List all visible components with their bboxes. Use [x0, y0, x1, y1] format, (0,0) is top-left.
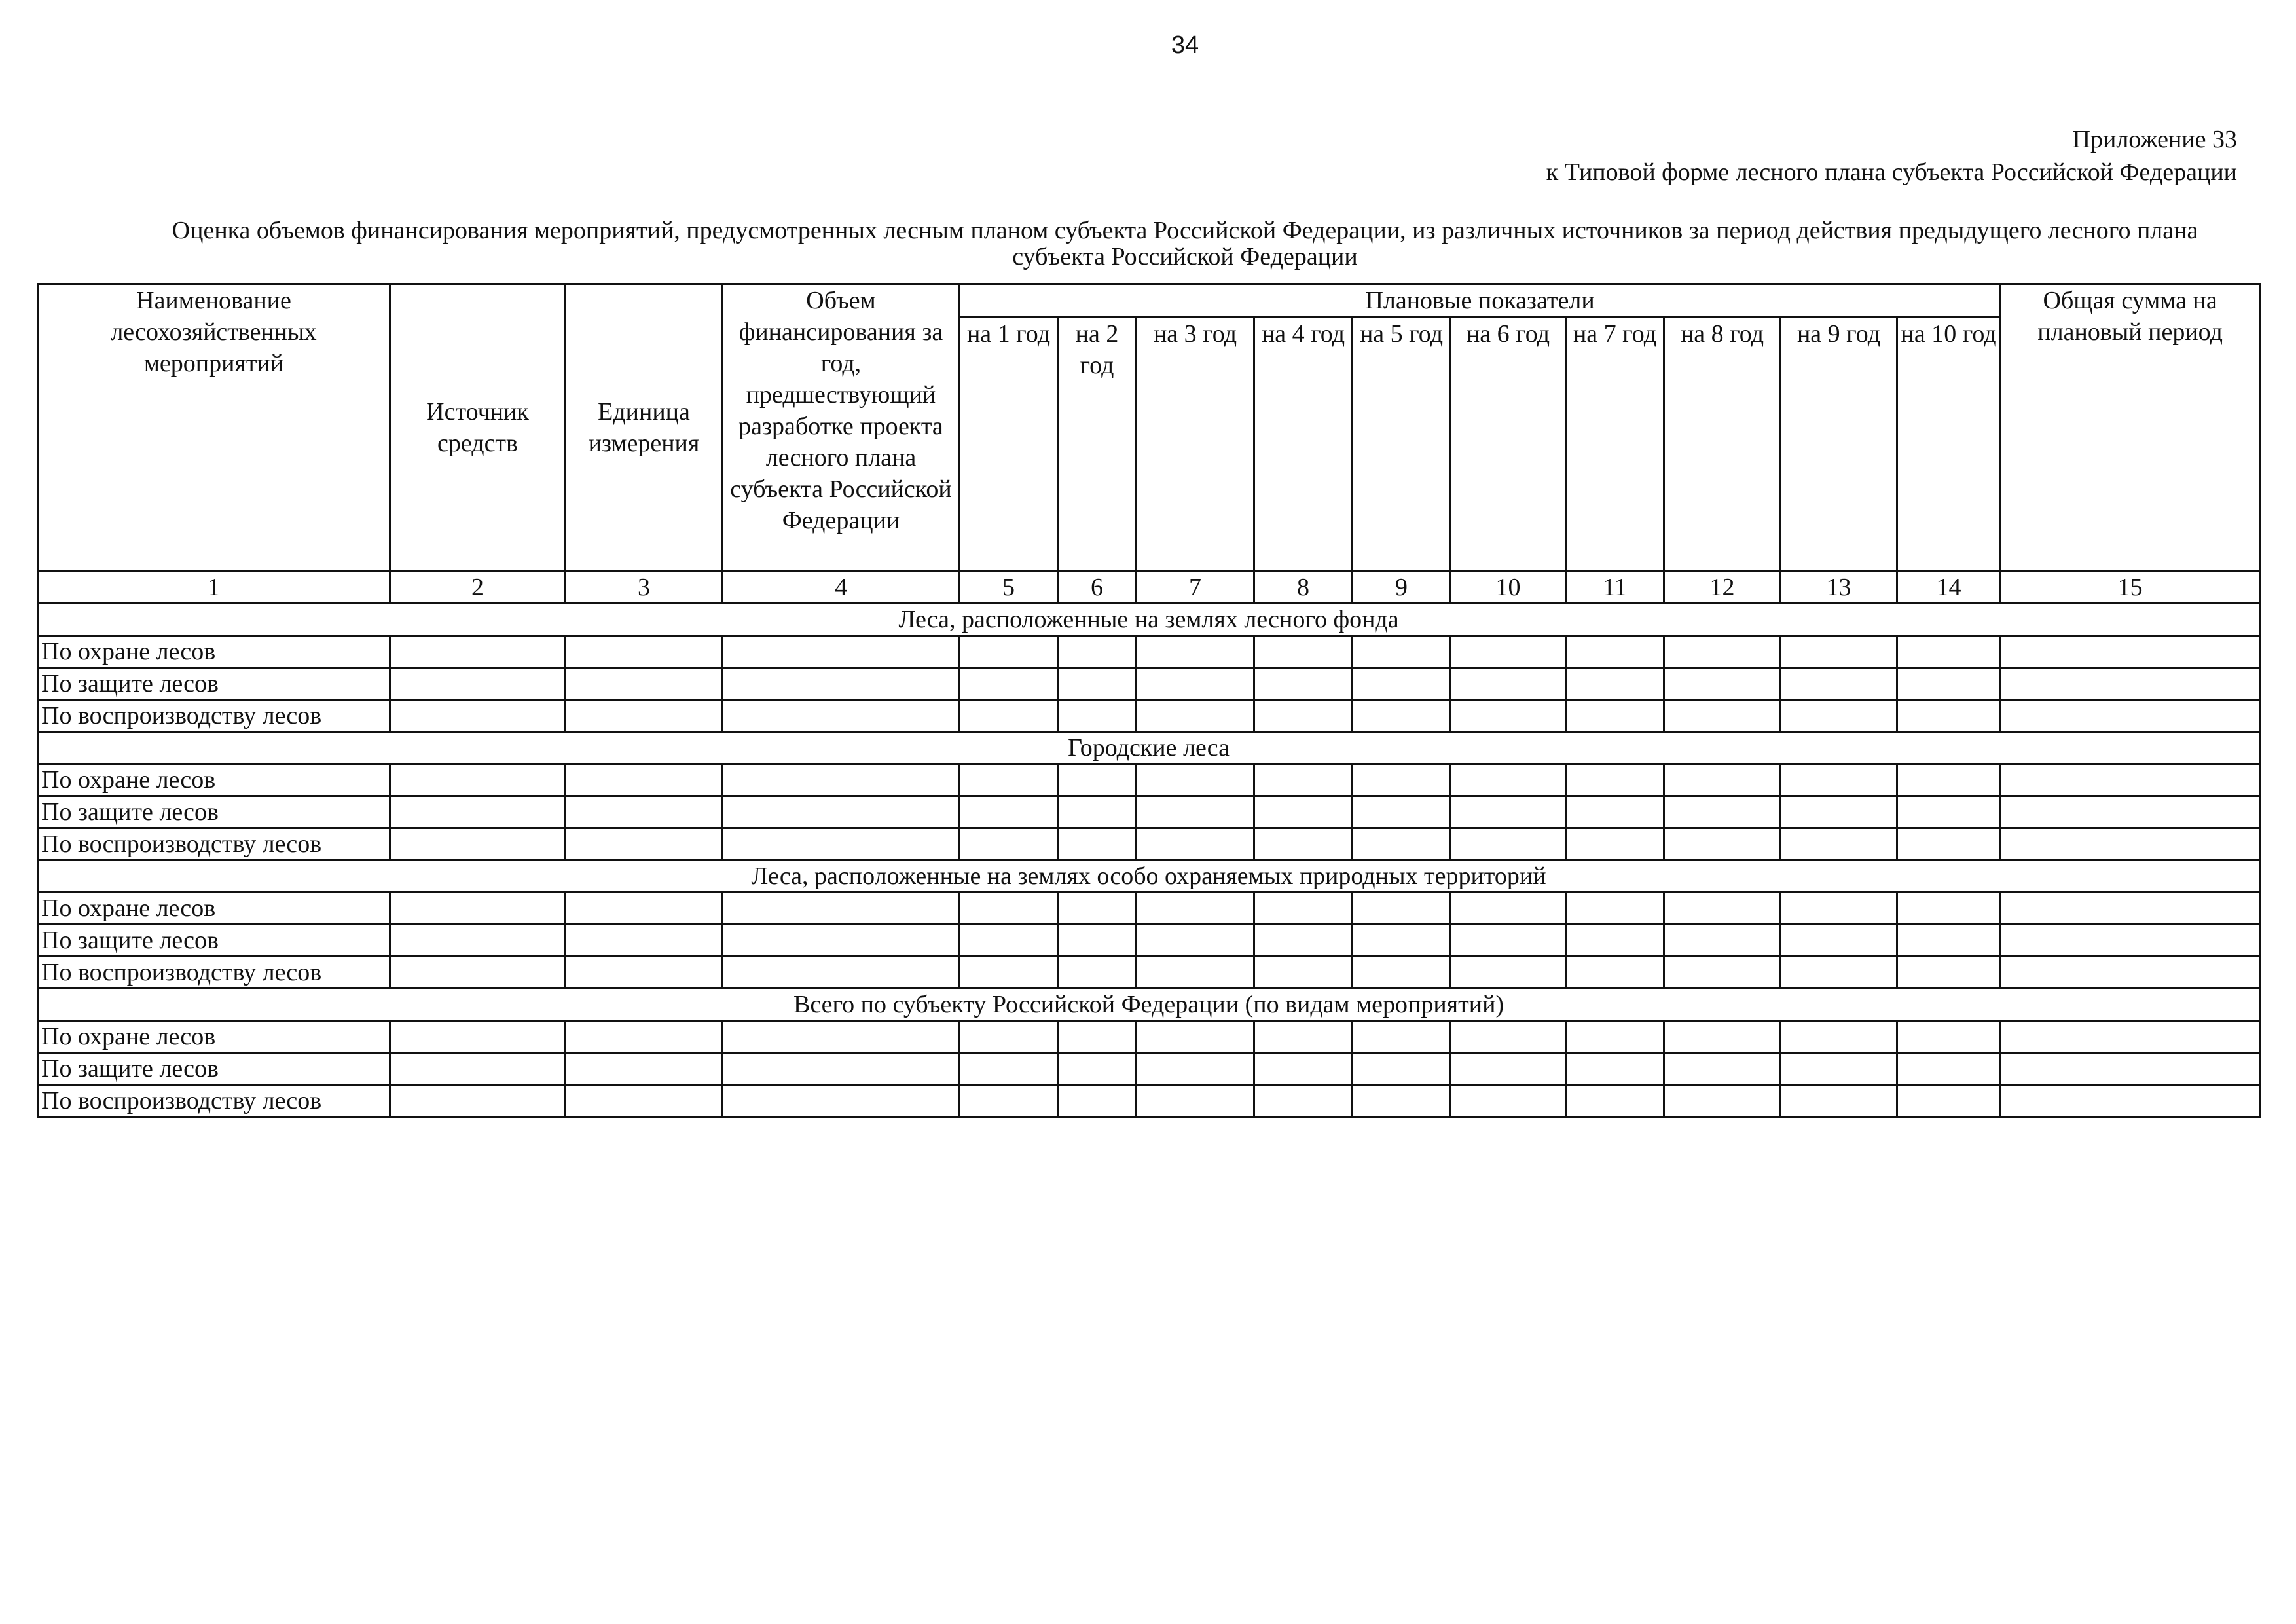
empty-value-cell[interactable] [1664, 1085, 1781, 1117]
header-total-sum: Общая сумма на плановый период [2001, 284, 2260, 572]
column-number-6: 6 [1058, 572, 1137, 604]
activity-name-cell: По воспроизводству лесов [38, 957, 390, 989]
header-year-8: на 8 год [1664, 318, 1781, 572]
empty-value-cell[interactable] [1137, 1021, 1254, 1053]
activity-name-cell: По воспроизводству лесов [38, 700, 390, 732]
empty-value-cell[interactable] [566, 893, 723, 925]
empty-value-cell[interactable] [1781, 700, 1897, 732]
empty-value-cell[interactable] [1254, 893, 1353, 925]
document-title: Оценка объемов финансирования мероприятий, предусмотренных лесным планом субъекта Российской Федерации, из различных источников за период действия предыдущего лесного плана субъекта Российской Федерации [172, 217, 2198, 270]
header-prior-volume: Объем финансирования за год, предшествующий разработке проекта лесного плана субъекта Российской Федерации [723, 284, 960, 572]
table-row [38, 764, 2260, 796]
empty-value-cell[interactable] [960, 893, 1058, 925]
section-title: Всего по субъекту Российской Федерации (по видам мероприятий) [38, 989, 2260, 1021]
empty-value-cell[interactable] [390, 1085, 566, 1117]
activity-name-cell: По охране лесов [38, 636, 390, 668]
empty-value-cell[interactable] [566, 764, 723, 796]
empty-value-cell[interactable] [1254, 796, 1353, 828]
header-unit: Единица измерения [566, 284, 723, 572]
empty-value-cell[interactable] [1664, 668, 1781, 700]
empty-value-cell[interactable] [723, 700, 960, 732]
column-number-5: 5 [960, 572, 1058, 604]
empty-value-cell[interactable] [1058, 636, 1137, 668]
appendix-line-2: к Типовой форме лесного плана субъекта Российской Федерации [1546, 158, 2237, 186]
empty-value-cell[interactable] [1353, 893, 1451, 925]
table-row [38, 636, 2260, 668]
empty-value-cell[interactable] [723, 957, 960, 989]
empty-value-cell[interactable] [1664, 828, 1781, 860]
empty-value-cell[interactable] [1254, 1085, 1353, 1117]
header-year-9: на 9 год [1781, 318, 1897, 572]
empty-value-cell[interactable] [1664, 925, 1781, 957]
empty-value-cell[interactable] [1781, 1085, 1897, 1117]
empty-value-cell[interactable] [1451, 636, 1566, 668]
empty-value-cell[interactable] [1353, 957, 1451, 989]
empty-value-cell[interactable] [2001, 893, 2260, 925]
table-row [38, 1053, 2260, 1085]
column-number-12: 12 [1664, 572, 1781, 604]
empty-value-cell[interactable] [1058, 957, 1137, 989]
column-number-14: 14 [1897, 572, 2001, 604]
empty-value-cell[interactable] [390, 893, 566, 925]
empty-value-cell[interactable] [1897, 1085, 2001, 1117]
section-row [38, 989, 2260, 1021]
empty-value-cell[interactable] [390, 700, 566, 732]
empty-value-cell[interactable] [1451, 1085, 1566, 1117]
empty-value-cell[interactable] [1781, 957, 1897, 989]
column-number-4: 4 [723, 572, 960, 604]
empty-value-cell[interactable] [566, 828, 723, 860]
appendix-reference [1546, 123, 2237, 189]
table-row [38, 957, 2260, 989]
empty-value-cell[interactable] [1566, 796, 1664, 828]
activity-name-cell: По воспроизводству лесов [38, 828, 390, 860]
empty-value-cell[interactable] [1353, 1053, 1451, 1085]
header-year-4: на 4 год [1254, 318, 1353, 572]
empty-value-cell[interactable] [1566, 925, 1664, 957]
empty-value-cell[interactable] [1254, 1053, 1353, 1085]
activity-name-cell: По охране лесов [38, 764, 390, 796]
empty-value-cell[interactable] [2001, 1021, 2260, 1053]
empty-value-cell[interactable] [1137, 925, 1254, 957]
header-year-6: на 6 год [1451, 318, 1566, 572]
empty-value-cell[interactable] [1353, 1085, 1451, 1117]
column-number-11: 11 [1566, 572, 1664, 604]
empty-value-cell[interactable] [1451, 1021, 1566, 1053]
empty-value-cell[interactable] [1566, 1021, 1664, 1053]
empty-value-cell[interactable] [1058, 1021, 1137, 1053]
section-title: Леса, расположенные на землях лесного фонда [38, 604, 2260, 636]
activity-name-cell: По защите лесов [38, 1053, 390, 1085]
section-title: Леса, расположенные на землях особо охраняемых природных территорий [38, 860, 2260, 893]
empty-value-cell[interactable] [1451, 925, 1566, 957]
empty-value-cell[interactable] [566, 1021, 723, 1053]
empty-value-cell[interactable] [1058, 1085, 1137, 1117]
empty-value-cell[interactable] [566, 668, 723, 700]
empty-value-cell[interactable] [1566, 700, 1664, 732]
empty-value-cell[interactable] [1664, 1021, 1781, 1053]
empty-value-cell[interactable] [2001, 700, 2260, 732]
empty-value-cell[interactable] [1897, 925, 2001, 957]
column-number-15: 15 [2001, 572, 2260, 604]
activity-name-cell: По охране лесов [38, 1021, 390, 1053]
empty-value-cell[interactable] [1566, 828, 1664, 860]
header-year-7: на 7 год [1566, 318, 1664, 572]
column-number-8: 8 [1254, 572, 1353, 604]
header-funding-source: Источник средств [390, 284, 566, 572]
empty-value-cell[interactable] [390, 1021, 566, 1053]
section-title: Городские леса [38, 732, 2260, 764]
empty-value-cell[interactable] [1781, 636, 1897, 668]
empty-value-cell[interactable] [1451, 668, 1566, 700]
empty-value-cell[interactable] [1254, 828, 1353, 860]
empty-value-cell[interactable] [1137, 893, 1254, 925]
empty-value-cell[interactable] [1664, 764, 1781, 796]
empty-value-cell[interactable] [2001, 668, 2260, 700]
empty-value-cell[interactable] [1353, 796, 1451, 828]
empty-value-cell[interactable] [1137, 1085, 1254, 1117]
activity-name-cell: По воспроизводству лесов [38, 1085, 390, 1117]
empty-value-cell[interactable] [1353, 700, 1451, 732]
column-number-3: 3 [566, 572, 723, 604]
empty-value-cell[interactable] [1058, 893, 1137, 925]
empty-value-cell[interactable] [566, 636, 723, 668]
empty-value-cell[interactable] [1058, 828, 1137, 860]
empty-value-cell[interactable] [723, 1085, 960, 1117]
empty-value-cell[interactable] [960, 1053, 1058, 1085]
empty-value-cell[interactable] [1353, 764, 1451, 796]
empty-value-cell[interactable] [723, 893, 960, 925]
empty-value-cell[interactable] [1137, 957, 1254, 989]
empty-value-cell[interactable] [390, 828, 566, 860]
column-number-13: 13 [1781, 572, 1897, 604]
empty-value-cell[interactable] [1451, 764, 1566, 796]
empty-value-cell[interactable] [1566, 893, 1664, 925]
empty-value-cell[interactable] [960, 636, 1058, 668]
table-row [38, 700, 2260, 732]
column-number-2: 2 [390, 572, 566, 604]
empty-value-cell[interactable] [566, 700, 723, 732]
empty-value-cell[interactable] [1566, 957, 1664, 989]
empty-value-cell[interactable] [1137, 828, 1254, 860]
empty-value-cell[interactable] [960, 828, 1058, 860]
header-activity-name: Наименование лесохозяйственных мероприятий [38, 284, 390, 572]
empty-value-cell[interactable] [566, 957, 723, 989]
empty-value-cell[interactable] [723, 925, 960, 957]
table-row [38, 668, 2260, 700]
empty-value-cell[interactable] [960, 925, 1058, 957]
empty-value-cell[interactable] [1897, 700, 2001, 732]
empty-value-cell[interactable] [1254, 1021, 1353, 1053]
empty-value-cell[interactable] [1781, 764, 1897, 796]
table-row [38, 893, 2260, 925]
empty-value-cell[interactable] [1897, 668, 2001, 700]
table-row [38, 796, 2260, 828]
empty-value-cell[interactable] [1897, 957, 2001, 989]
empty-value-cell[interactable] [1353, 925, 1451, 957]
section-row [38, 860, 2260, 893]
empty-value-cell[interactable] [1897, 1021, 2001, 1053]
empty-value-cell[interactable] [1353, 636, 1451, 668]
empty-value-cell[interactable] [1781, 668, 1897, 700]
empty-value-cell[interactable] [2001, 828, 2260, 860]
empty-value-cell[interactable] [1566, 764, 1664, 796]
empty-value-cell[interactable] [1897, 636, 2001, 668]
section-row [38, 732, 2260, 764]
empty-value-cell[interactable] [1058, 796, 1137, 828]
empty-value-cell[interactable] [1664, 636, 1781, 668]
empty-value-cell[interactable] [1897, 1053, 2001, 1085]
empty-value-cell[interactable] [1451, 828, 1566, 860]
appendix-line-1: Приложение 33 [2072, 126, 2237, 153]
table-row [38, 1085, 2260, 1117]
empty-value-cell[interactable] [1566, 668, 1664, 700]
empty-value-cell[interactable] [1781, 893, 1897, 925]
empty-value-cell[interactable] [1566, 1085, 1664, 1117]
empty-value-cell[interactable] [960, 668, 1058, 700]
header-year-3: на 3 год [1137, 318, 1254, 572]
empty-value-cell[interactable] [1353, 828, 1451, 860]
empty-value-cell[interactable] [566, 796, 723, 828]
empty-value-cell[interactable] [2001, 764, 2260, 796]
empty-value-cell[interactable] [390, 764, 566, 796]
financing-table [37, 283, 2261, 1118]
empty-value-cell[interactable] [1566, 636, 1664, 668]
empty-value-cell[interactable] [1058, 668, 1137, 700]
empty-value-cell[interactable] [723, 668, 960, 700]
empty-value-cell[interactable] [390, 925, 566, 957]
empty-value-cell[interactable] [390, 668, 566, 700]
empty-value-cell[interactable] [1897, 828, 2001, 860]
header-year-5: на 5 год [1353, 318, 1451, 572]
empty-value-cell[interactable] [1664, 700, 1781, 732]
table-row [38, 925, 2260, 957]
table-row [38, 828, 2260, 860]
empty-value-cell[interactable] [390, 636, 566, 668]
activity-name-cell: По охране лесов [38, 893, 390, 925]
empty-value-cell[interactable] [1137, 764, 1254, 796]
empty-value-cell[interactable] [960, 764, 1058, 796]
header-year-1: на 1 год [960, 318, 1058, 572]
empty-value-cell[interactable] [1137, 700, 1254, 732]
empty-value-cell[interactable] [1566, 1053, 1664, 1085]
empty-value-cell[interactable] [960, 957, 1058, 989]
column-number-7: 7 [1137, 572, 1254, 604]
empty-value-cell[interactable] [1058, 764, 1137, 796]
empty-value-cell[interactable] [1664, 893, 1781, 925]
column-number-9: 9 [1353, 572, 1451, 604]
empty-value-cell[interactable] [1781, 1021, 1897, 1053]
activity-name-cell: По защите лесов [38, 796, 390, 828]
empty-value-cell[interactable] [566, 1053, 723, 1085]
empty-value-cell[interactable] [723, 764, 960, 796]
empty-value-cell[interactable] [1897, 796, 2001, 828]
column-number-10: 10 [1451, 572, 1566, 604]
empty-value-cell[interactable] [1781, 828, 1897, 860]
empty-value-cell[interactable] [1897, 893, 2001, 925]
empty-value-cell[interactable] [723, 1053, 960, 1085]
empty-value-cell[interactable] [723, 796, 960, 828]
empty-value-cell[interactable] [960, 796, 1058, 828]
header-planned-indicators: Плановые показатели [960, 284, 2001, 318]
empty-value-cell[interactable] [960, 700, 1058, 732]
section-row [38, 604, 2260, 636]
empty-value-cell[interactable] [1451, 700, 1566, 732]
empty-value-cell[interactable] [566, 1085, 723, 1117]
empty-value-cell[interactable] [1137, 1053, 1254, 1085]
empty-value-cell[interactable] [1137, 796, 1254, 828]
empty-value-cell[interactable] [2001, 925, 2260, 957]
activity-name-cell: По защите лесов [38, 925, 390, 957]
table-row [38, 1021, 2260, 1053]
empty-value-cell[interactable] [2001, 1085, 2260, 1117]
empty-value-cell[interactable] [566, 925, 723, 957]
empty-value-cell[interactable] [1254, 700, 1353, 732]
empty-value-cell[interactable] [1781, 1053, 1897, 1085]
empty-value-cell[interactable] [2001, 636, 2260, 668]
empty-value-cell[interactable] [1781, 925, 1897, 957]
header-year-10: на 10 год [1897, 318, 2001, 572]
empty-value-cell[interactable] [2001, 957, 2260, 989]
empty-value-cell[interactable] [1353, 668, 1451, 700]
empty-value-cell[interactable] [1781, 796, 1897, 828]
activity-name-cell: По защите лесов [38, 668, 390, 700]
empty-value-cell[interactable] [1451, 893, 1566, 925]
empty-value-cell[interactable] [723, 636, 960, 668]
empty-value-cell[interactable] [390, 1053, 566, 1085]
empty-value-cell[interactable] [1058, 925, 1137, 957]
empty-value-cell[interactable] [1451, 957, 1566, 989]
empty-value-cell[interactable] [1254, 636, 1353, 668]
empty-value-cell[interactable] [1353, 1021, 1451, 1053]
column-number-1: 1 [38, 572, 390, 604]
empty-value-cell[interactable] [723, 828, 960, 860]
empty-value-cell[interactable] [1254, 668, 1353, 700]
empty-value-cell[interactable] [1254, 957, 1353, 989]
empty-value-cell[interactable] [1664, 796, 1781, 828]
empty-value-cell[interactable] [1897, 764, 2001, 796]
empty-value-cell[interactable] [1664, 957, 1781, 989]
page-number: 34 [1171, 31, 1199, 59]
empty-value-cell[interactable] [1664, 1053, 1781, 1085]
empty-value-cell[interactable] [1254, 764, 1353, 796]
empty-value-cell[interactable] [723, 1021, 960, 1053]
empty-value-cell[interactable] [960, 1021, 1058, 1053]
empty-value-cell[interactable] [1137, 636, 1254, 668]
empty-value-cell[interactable] [1451, 1053, 1566, 1085]
empty-value-cell[interactable] [2001, 1053, 2260, 1085]
empty-value-cell[interactable] [2001, 796, 2260, 828]
empty-value-cell[interactable] [1137, 668, 1254, 700]
empty-value-cell[interactable] [960, 1085, 1058, 1117]
empty-value-cell[interactable] [390, 796, 566, 828]
header-year-2: на 2 год [1058, 318, 1137, 572]
empty-value-cell[interactable] [1058, 700, 1137, 732]
empty-value-cell[interactable] [1058, 1053, 1137, 1085]
empty-value-cell[interactable] [390, 957, 566, 989]
empty-value-cell[interactable] [1451, 796, 1566, 828]
empty-value-cell[interactable] [1254, 925, 1353, 957]
